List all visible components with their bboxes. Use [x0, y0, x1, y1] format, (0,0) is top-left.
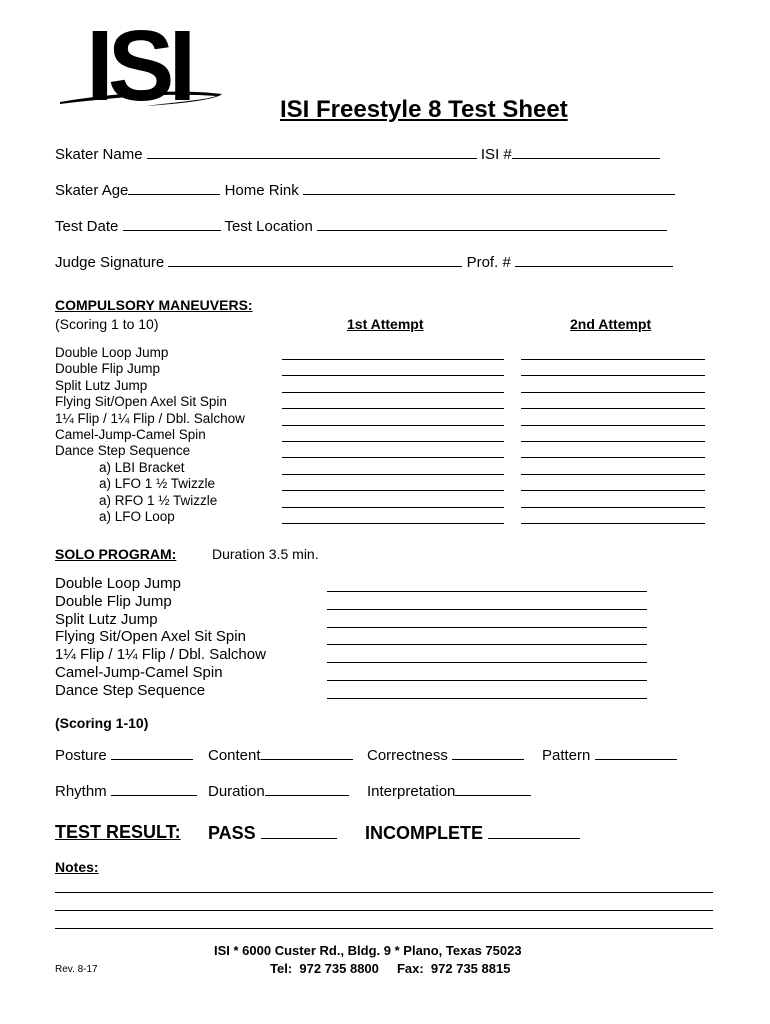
- attempt1-heading: 1st Attempt: [347, 316, 424, 332]
- attempt2-line[interactable]: [521, 474, 705, 475]
- compulsory-sub-item: a) RFO 1 ½ Twizzle: [99, 492, 218, 508]
- skater-name-field[interactable]: [147, 144, 477, 159]
- pass-field[interactable]: [261, 822, 337, 839]
- pass-label: PASS: [208, 823, 256, 843]
- attempt1-line[interactable]: [282, 490, 504, 491]
- test-date-label: Test Date: [55, 218, 119, 235]
- home-rink-field[interactable]: [303, 180, 675, 195]
- compulsory-item: Split Lutz Jump: [55, 377, 148, 393]
- notes-label: Notes:: [55, 859, 99, 875]
- duration-field-group: [208, 781, 349, 800]
- test-result-row: [55, 822, 181, 843]
- prof-number-field[interactable]: [515, 252, 673, 267]
- attempt2-heading: 2nd Attempt: [570, 316, 652, 332]
- attempt1-line[interactable]: [282, 523, 504, 524]
- footer-address: ISI * 6000 Custer Rd., Bldg. 9 * Plano, Texas 75023: [214, 943, 522, 958]
- test-result-label: TEST RESULT:: [55, 822, 181, 842]
- solo-item: Dance Step Sequence: [55, 681, 206, 699]
- attempt2-line[interactable]: [521, 408, 705, 409]
- rhythm-field[interactable]: [111, 781, 197, 796]
- judge-signature-label: Judge Signature: [55, 254, 165, 271]
- solo-score-line[interactable]: [327, 698, 647, 699]
- solo-item: Split Lutz Jump: [55, 610, 158, 628]
- solo-item: Flying Sit/Open Axel Sit Spin: [55, 628, 246, 646]
- incomplete-field[interactable]: [488, 822, 580, 839]
- attempt2-line[interactable]: [521, 441, 705, 442]
- incomplete-label: INCOMPLETE: [365, 823, 484, 843]
- solo-list: [55, 575, 266, 700]
- correctness-label: Correctness: [367, 747, 448, 764]
- test-date-field[interactable]: [123, 216, 221, 231]
- isi-logo-text: ISI: [86, 12, 191, 112]
- solo-item: Double Loop Jump: [55, 575, 181, 592]
- compulsory-item: Flying Sit/Open Axel Sit Spin: [55, 394, 227, 410]
- attempt1-line[interactable]: [282, 359, 504, 360]
- solo-score-line[interactable]: [327, 591, 647, 592]
- content-field-group: [208, 745, 353, 764]
- attempt1-line[interactable]: [282, 375, 504, 376]
- notes-line-2[interactable]: [55, 910, 713, 911]
- attempt1-line[interactable]: [282, 507, 504, 508]
- attempt1-line[interactable]: [282, 425, 504, 426]
- solo-score-line[interactable]: [327, 662, 647, 663]
- judge-signature-field[interactable]: [168, 252, 462, 267]
- skater-age-label: Skater Age: [55, 182, 129, 199]
- isi-logo: [56, 12, 226, 112]
- compulsory-item: Dance Step Sequence: [55, 443, 191, 459]
- solo-heading: SOLO PROGRAM:: [55, 546, 177, 562]
- compulsory-scoring: (Scoring 1 to 10): [55, 316, 159, 332]
- attempt2-line[interactable]: [521, 523, 705, 524]
- content-field[interactable]: [261, 745, 353, 760]
- attempt2-line[interactable]: [521, 375, 705, 376]
- interpretation-field-group: [367, 781, 531, 800]
- footer-phone: Tel: 972 735 8800 Fax: 972 735 8815: [270, 961, 511, 976]
- compulsory-sub-item: a) LBI Bracket: [99, 459, 185, 475]
- solo-score-line[interactable]: [327, 680, 647, 681]
- attempt1-line[interactable]: [282, 441, 504, 442]
- solo-score-line[interactable]: [327, 644, 647, 645]
- attempt2-line[interactable]: [521, 359, 705, 360]
- duration-label: Duration: [208, 783, 265, 800]
- compulsory-item: Double Loop Jump: [55, 345, 169, 360]
- footer-revision: Rev. 8-17: [55, 964, 98, 975]
- attempt1-line[interactable]: [282, 474, 504, 475]
- notes-line-3[interactable]: [55, 928, 713, 929]
- compulsory-heading: COMPULSORY MANEUVERS:: [55, 297, 253, 313]
- interpretation-label: Interpretation: [367, 783, 456, 800]
- compulsory-sub-item: a) LFO 1 ½ Twizzle: [99, 476, 216, 492]
- content-label: Content: [208, 747, 261, 764]
- isi-number-label: ISI #: [480, 146, 512, 163]
- attempt1-line[interactable]: [282, 392, 504, 393]
- compulsory-item: Camel-Jump-Camel Spin: [55, 427, 206, 443]
- compulsory-list: [55, 345, 245, 525]
- skater-age-field[interactable]: [128, 180, 220, 195]
- attempt2-line[interactable]: [521, 490, 705, 491]
- rhythm-field-group: [55, 781, 197, 800]
- correctness-field-group: [367, 745, 524, 764]
- skater-name-label: Skater Name: [55, 146, 143, 163]
- page-title: ISI Freestyle 8 Test Sheet: [280, 96, 568, 123]
- solo-item: 1¼ Flip / 1¼ Flip / Dbl. Salchow: [55, 646, 266, 664]
- attempt2-line[interactable]: [521, 425, 705, 426]
- attempt1-line[interactable]: [282, 457, 504, 458]
- isi-logo-graphic: [56, 12, 226, 112]
- solo-score-line[interactable]: [327, 609, 647, 610]
- correctness-field[interactable]: [452, 745, 524, 760]
- skater-name-row: [55, 144, 660, 163]
- interpretation-field[interactable]: [455, 781, 531, 796]
- isi-number-field[interactable]: [512, 144, 660, 159]
- compulsory-sub-item: a) LFO Loop: [99, 509, 175, 525]
- pass-field-group: [208, 822, 337, 844]
- attempt1-line[interactable]: [282, 408, 504, 409]
- home-rink-label: Home Rink: [224, 182, 299, 199]
- solo-item: Double Flip Jump: [55, 592, 172, 610]
- prof-number-label: Prof. #: [466, 254, 511, 271]
- posture-field[interactable]: [111, 745, 193, 760]
- test-date-row: [55, 216, 667, 235]
- attempt2-line[interactable]: [521, 507, 705, 508]
- compulsory-item: 1¼ Flip / 1¼ Flip / Dbl. Salchow: [55, 410, 245, 426]
- skater-age-row: [55, 180, 675, 199]
- solo-item: Camel-Jump-Camel Spin: [55, 663, 223, 681]
- judge-signature-row: [55, 252, 673, 271]
- incomplete-field-group: [365, 822, 580, 844]
- attempt2-line[interactable]: [521, 457, 705, 458]
- test-location-field[interactable]: [317, 216, 667, 231]
- pattern-label: Pattern: [542, 747, 591, 764]
- rhythm-label: Rhythm: [55, 783, 107, 800]
- pattern-field-group: [542, 745, 677, 764]
- attempt2-line[interactable]: [521, 392, 705, 393]
- posture-label: Posture: [55, 747, 107, 764]
- test-location-label: Test Location: [224, 218, 313, 235]
- notes-line-1[interactable]: [55, 892, 713, 893]
- compulsory-item: Double Flip Jump: [55, 361, 161, 377]
- scoring-heading: (Scoring 1-10): [55, 715, 149, 731]
- posture-field-group: [55, 745, 193, 764]
- pattern-field[interactable]: [595, 745, 677, 760]
- solo-score-line[interactable]: [327, 627, 647, 628]
- solo-duration: Duration 3.5 min.: [212, 546, 319, 562]
- duration-field[interactable]: [265, 781, 349, 796]
